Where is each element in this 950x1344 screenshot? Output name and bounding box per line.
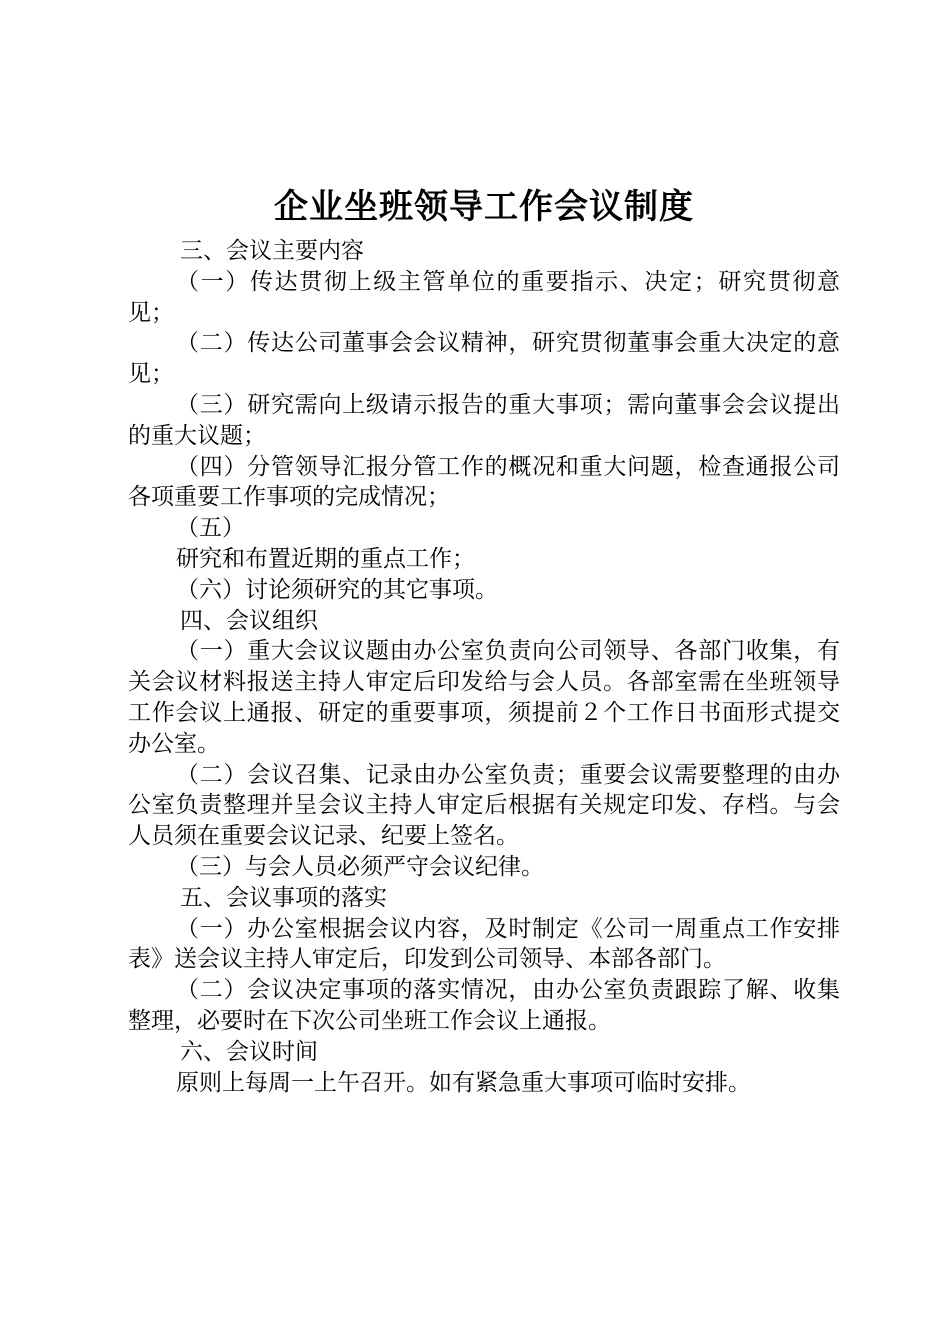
section-heading-time: 六、会议时间 (180, 1038, 318, 1065)
section-heading-content: 三、会议主要内容 (180, 238, 364, 264)
paragraph-content-5-label: （五） (176, 515, 245, 542)
paragraph-implementation-2: （二）会议决定事项的落实情况，由办公室负责跟踪了解、收集整理，必要时在下次公司坐班工作会议上通报。 (128, 977, 840, 1034)
document-title: 企业坐班领导工作会议制度 (274, 187, 694, 227)
section-heading-organization: 四、会议组织 (180, 607, 318, 634)
paragraph-organization-2: （二）会议召集、记录由办公室负责；重要会议需要整理的由办公室负责整理并呈会议主持人审定后根据有关规定印发、存档。与会人员须在重要会议记录、纪要上签名。 (128, 761, 840, 850)
paragraph-content-5-text: 研究和布置近期的重点工作； (176, 545, 475, 572)
paragraph-content-2: （二）传达公司董事会会议精神，研究贯彻董事会重大决定的意见； (128, 330, 840, 388)
paragraph-time-1: 原则上每周一上午召开。如有紧急重大事项可临时安排。 (176, 1069, 751, 1096)
paragraph-content-1: （一）传达贯彻上级主管单位的重要指示、决定；研究贯彻意见； (128, 268, 840, 326)
paragraph-organization-1: （一）重大会议议题由办公室负责向公司领导、各部门收集，有关会议材料报送主持人审定后印发给与会人员。各部室需在坐班领导工作会议上通报、研定的重要事项，须提前２个工作日书面形式提交办公室。 (128, 638, 840, 757)
document-page (128, 182, 840, 1098)
paragraph-content-3: （三）研究需向上级请示报告的重大事项；需向董事会会议提出的重大议题； (128, 391, 840, 449)
paragraph-content-4: （四）分管领导汇报分管工作的概况和重大问题，检查通报公司各项重要工作事项的完成情况； (128, 453, 840, 511)
paragraph-content-6: （六）讨论须研究的其它事项。 (176, 576, 498, 603)
paragraph-organization-3: （三）与会人员必须严守会议纪律。 (176, 853, 544, 880)
section-heading-implementation: 五、会议事项的落实 (180, 884, 387, 911)
paragraph-implementation-1: （一）办公室根据会议内容，及时制定《公司一周重点工作安排表》送会议主持人审定后，印发到公司领导、本部各部门。 (128, 915, 840, 973)
